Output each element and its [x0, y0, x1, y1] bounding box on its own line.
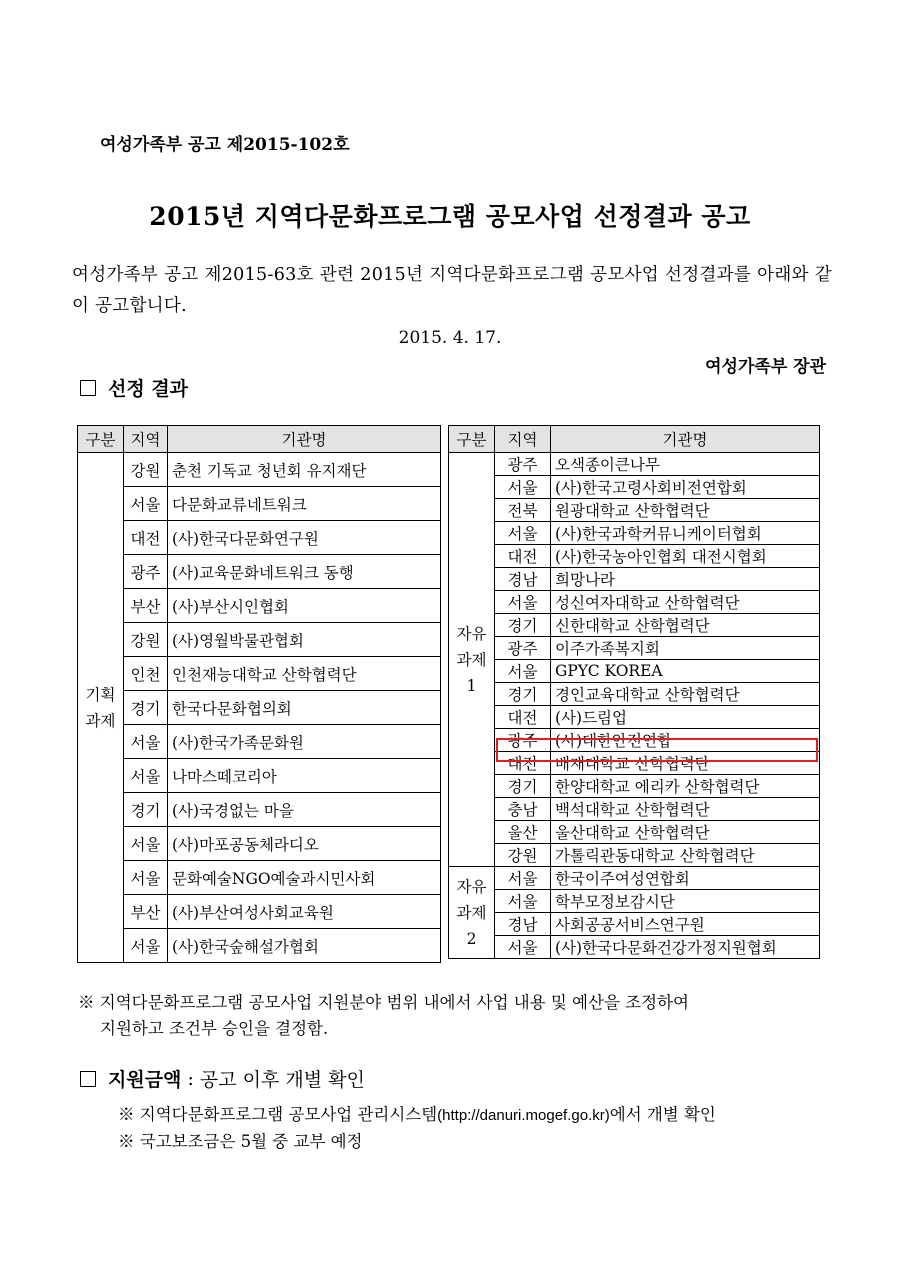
header-region: 지역 [124, 426, 168, 453]
header-org: 기관명 [551, 426, 820, 453]
note-line: 지역다문화프로그램 공모사업 지원분야 범위 내에서 사업 내용 및 예산을 조정하여 [99, 993, 689, 1012]
region-cell: 서울 [124, 861, 168, 895]
table-row [449, 798, 820, 821]
org-cell: 한양대학교 에리카 산학협력단 [551, 775, 820, 798]
table-row [449, 890, 820, 913]
checkbox-icon [80, 1071, 96, 1087]
note-text: 에서 개별 확인 [609, 1105, 716, 1124]
region-cell: 서울 [124, 725, 168, 759]
note-subsidy [118, 1128, 363, 1152]
region-cell: 강원 [495, 844, 551, 867]
region-cell: 대전 [495, 706, 551, 729]
org-cell: 원광대학교 산학협력단 [551, 499, 820, 522]
region-cell: 경남 [495, 913, 551, 936]
org-cell: 백석대학교 산학협력단 [551, 798, 820, 821]
announcement-date: 2015. 4. 17. [398, 328, 502, 348]
table-row [449, 522, 820, 545]
region-cell: 경남 [495, 568, 551, 591]
note-system-check [118, 1101, 716, 1125]
region-cell: 울산 [495, 821, 551, 844]
org-cell: 인천재능대학교 산학협력단 [168, 657, 441, 691]
table-row [78, 793, 441, 827]
table-row [449, 913, 820, 936]
signature: 여성가족부 장관 [705, 357, 826, 377]
region-cell: 부산 [124, 895, 168, 929]
region-cell: 서울 [495, 936, 551, 959]
table-row [78, 657, 441, 691]
org-cell: 학부모정보감시단 [551, 890, 820, 913]
table-row [78, 759, 441, 793]
org-cell: (사)부산시인협회 [168, 589, 441, 623]
org-cell: 신한대학교 산학협력단 [551, 614, 820, 637]
region-cell: 대전 [124, 521, 168, 555]
region-cell: 경기 [124, 691, 168, 725]
org-cell: (사)대한안전연합 [551, 729, 820, 752]
org-cell: (사)한국숲해설가협회 [168, 929, 441, 963]
region-cell: 충남 [495, 798, 551, 821]
org-cell: 나마스떼코리아 [168, 759, 441, 793]
org-cell: GPYC KOREA [551, 660, 820, 683]
org-cell: (사)한국농아인협회 대전시협회 [551, 545, 820, 568]
region-cell: 서울 [124, 759, 168, 793]
org-cell: 이주가족복지회 [551, 637, 820, 660]
org-cell: 오색종이큰나무 [551, 453, 820, 476]
org-cell: 성신여자대학교 산학협력단 [551, 591, 820, 614]
region-cell: 서울 [495, 476, 551, 499]
category-cell: 자유과제 1 [449, 453, 495, 867]
org-cell: (사)부산여성사회교육원 [168, 895, 441, 929]
region-cell: 전북 [495, 499, 551, 522]
table-row [449, 821, 820, 844]
region-cell: 서울 [124, 487, 168, 521]
org-cell: 한국다문화협의회 [168, 691, 441, 725]
region-cell: 서울 [495, 522, 551, 545]
note-text: 지역다문화프로그램 공모사업 관리시스템 [139, 1105, 438, 1124]
org-cell: (사)한국다문화연구원 [168, 521, 441, 555]
table-row [78, 725, 441, 759]
region-cell: 서울 [495, 867, 551, 890]
region-cell: 경기 [495, 683, 551, 706]
region-cell: 경기 [124, 793, 168, 827]
table-row [449, 453, 820, 476]
table-row [449, 568, 820, 591]
region-cell: 서울 [124, 827, 168, 861]
table-row [78, 895, 441, 929]
system-url: (http://danuri.mogef.go.kr) [437, 1107, 610, 1124]
section-detail: 공고 이후 개별 확인 [199, 1069, 365, 1091]
org-cell: (사)영월박물관협회 [168, 623, 441, 657]
table-row [449, 476, 820, 499]
table-row [449, 660, 820, 683]
table-row [78, 861, 441, 895]
document-title: 2015년 지역다문화프로그램 공모사업 선정결과 공고 [149, 202, 751, 231]
org-cell: 다문화교류네트워크 [168, 487, 441, 521]
org-cell: 문화예술NGO예술과시민사회 [168, 861, 441, 895]
free-projects-table [448, 425, 820, 959]
table-row [449, 499, 820, 522]
category-cell: 기획과제 [78, 453, 124, 963]
region-cell: 대전 [495, 545, 551, 568]
org-cell: (사)한국과학커뮤니케이터협회 [551, 522, 820, 545]
table-row [78, 929, 441, 963]
table-row [449, 637, 820, 660]
table-row [78, 827, 441, 861]
table-row [78, 521, 441, 555]
table-row [78, 623, 441, 657]
note-text: 국고보조금은 5월 중 교부 예정 [139, 1132, 363, 1151]
org-cell: (사)한국가족문화원 [168, 725, 441, 759]
region-cell: 광주 [495, 453, 551, 476]
table-row [78, 555, 441, 589]
planning-projects-table [77, 425, 441, 963]
org-cell: 한국이주여성연합회 [551, 867, 820, 890]
region-cell: 서울 [495, 660, 551, 683]
org-cell: (사)한국고령사회비전연합회 [551, 476, 820, 499]
org-cell: 춘천 기독교 청년회 유지재단 [168, 453, 441, 487]
note-line: 지원하고 조건부 승인을 결정함. [100, 1019, 329, 1038]
section-heading: 선정 결과 [108, 378, 189, 400]
org-cell: (사)마포공동체라디오 [168, 827, 441, 861]
header-org: 기관명 [168, 426, 441, 453]
table-row [449, 683, 820, 706]
intro-paragraph: 여성가족부 공고 제2015-63호 관련 2015년 지역다문화프로그램 공모사업 선정결과를 아래와 같이 공고합니다. [72, 265, 832, 316]
table-row [78, 487, 441, 521]
table-row [449, 545, 820, 568]
table-row [449, 706, 820, 729]
checkbox-icon [80, 380, 96, 396]
org-cell: 배재대학교 산학협력단 [551, 752, 820, 775]
org-cell: 경인교육대학교 산학협력단 [551, 683, 820, 706]
org-cell: 사회공공서비스연구원 [551, 913, 820, 936]
org-cell: (사)드림업 [551, 706, 820, 729]
table-row [449, 867, 820, 890]
table-row [449, 614, 820, 637]
section-funding [80, 1065, 365, 1092]
region-cell: 광주 [124, 555, 168, 589]
table-row [78, 691, 441, 725]
region-cell: 부산 [124, 589, 168, 623]
region-cell: 경기 [495, 614, 551, 637]
region-cell: 경기 [495, 775, 551, 798]
category-cell: 자유과제 2 [449, 867, 495, 959]
section-heading: 지원금액 [108, 1069, 182, 1091]
region-cell: 광주 [495, 729, 551, 752]
header-region: 지역 [495, 426, 551, 453]
table-row [449, 844, 820, 867]
org-cell: 울산대학교 산학협력단 [551, 821, 820, 844]
org-cell: (사)국경없는 마을 [168, 793, 441, 827]
table-row [449, 775, 820, 798]
header-category: 구분 [449, 426, 495, 453]
note-mark: ※ [118, 1105, 135, 1124]
table-row [449, 752, 820, 775]
org-cell: 희망나라 [551, 568, 820, 591]
section-selection-results [80, 374, 188, 401]
note-mark: ※ [118, 1132, 135, 1151]
note-adjustment [78, 990, 828, 1042]
notice-number: 여성가족부 공고 제2015-102호 [100, 135, 350, 155]
org-cell: (사)한국다문화건강가정지원협회 [551, 936, 820, 959]
header-category: 구분 [78, 426, 124, 453]
table-row [449, 729, 820, 752]
region-cell: 서울 [124, 929, 168, 963]
note-mark: ※ [78, 993, 95, 1012]
org-cell: 가톨릭관동대학교 산학협력단 [551, 844, 820, 867]
region-cell: 서울 [495, 591, 551, 614]
region-cell: 강원 [124, 453, 168, 487]
region-cell: 서울 [495, 890, 551, 913]
table-row [449, 936, 820, 959]
region-cell: 인천 [124, 657, 168, 691]
region-cell: 광주 [495, 637, 551, 660]
table-row [449, 591, 820, 614]
org-cell: (사)교육문화네트워크 동행 [168, 555, 441, 589]
table-row [78, 589, 441, 623]
region-cell: 강원 [124, 623, 168, 657]
table-row [78, 453, 441, 487]
region-cell: 대전 [495, 752, 551, 775]
section-separator: : [181, 1067, 200, 1090]
